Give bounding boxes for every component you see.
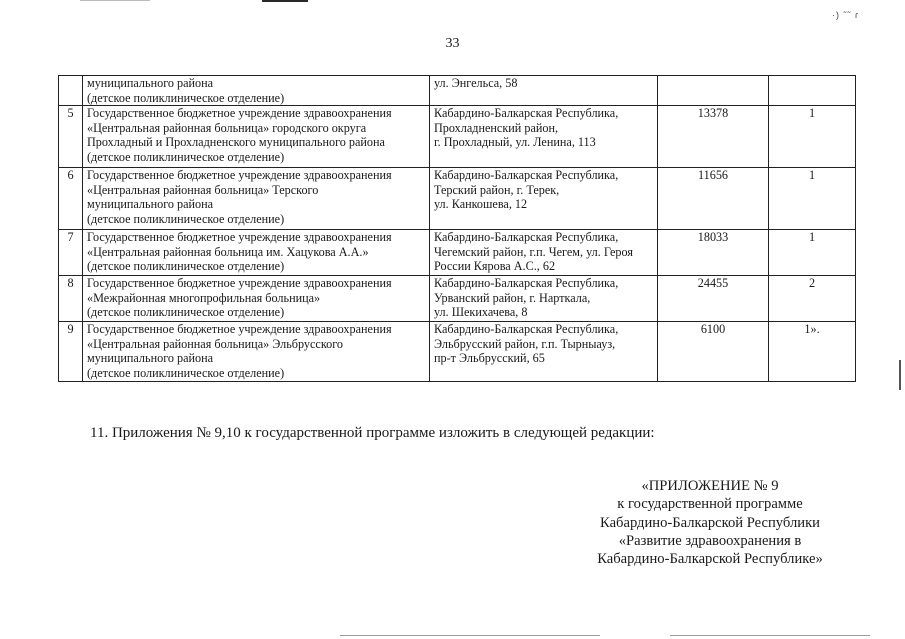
population-count: 6100: [658, 322, 769, 382]
appendix-line: «Развитие здравоохранения в: [618, 532, 802, 549]
institution-name-line: Прохладный и Прохладненского муниципального района: [87, 135, 385, 150]
unit-quantity: [769, 76, 856, 106]
institution-address-line: Кабардино-Балкарская Республика,: [434, 168, 619, 183]
appendix-line: Кабардино-Балкарской Республики: [600, 514, 820, 531]
table-row: [59, 106, 856, 168]
institution-name-line: муниципального района: [87, 76, 214, 90]
unit-quantity: 2: [769, 276, 856, 322]
institution-name: [83, 76, 430, 106]
institution-address-line: Терский район, г. Терек,: [434, 182, 560, 197]
row-number: 8: [59, 276, 83, 322]
institution-address-line: ул. Шекихачева, 8: [434, 305, 528, 320]
institution-address-line: пр-т Эльбрусский, 65: [434, 351, 545, 366]
institution-name-line: (детское поликлиническое отделение): [87, 365, 285, 380]
appendix-line: к государственной программе: [617, 496, 803, 513]
institution-address-line: Кабардино-Балкарская Республика,: [434, 230, 619, 245]
bottom-rule-left: [340, 635, 600, 636]
row-number: [59, 76, 83, 106]
table-row: [59, 76, 856, 106]
table-row: [59, 168, 856, 230]
institution-name-line: «Центральная районная больница им. Хацукова А.А.»: [87, 244, 369, 259]
row-number: 7: [59, 230, 83, 276]
appendix-line: Кабардино-Балкарской Республике»: [597, 551, 823, 568]
institution-name: [83, 276, 430, 322]
bottom-rule-right: [670, 635, 870, 636]
institution-name-line: Государственное бюджетное учреждение здравоохранения: [87, 168, 392, 183]
institution-name: [83, 106, 430, 168]
institution-address-line: ул. Энгельса, 58: [434, 76, 518, 90]
institution-address-line: ул. Канкошева, 12: [434, 197, 528, 212]
institution-address-line: России Кярова А.С., 62: [434, 259, 556, 274]
population-count: 18033: [658, 230, 769, 276]
institution-address-line: г. Прохладный, ул. Ленина, 113: [434, 135, 596, 150]
population-count: [658, 76, 769, 106]
institution-name-line: (детское поликлиническое отделение): [87, 305, 285, 320]
institution-address-line: Кабардино-Балкарская Республика,: [434, 276, 619, 291]
institution-name-line: «Центральная районная больница» городского округа: [87, 120, 367, 135]
table-row: [59, 322, 856, 382]
institution-name-line: «Межрайонная многопрофильная больница»: [87, 290, 321, 305]
hospital-table: [58, 75, 856, 382]
institution-name-line: «Центральная районная больница» Терского: [87, 182, 319, 197]
institution-name-line: (детское поликлиническое отделение): [87, 211, 285, 226]
appendix-line: «ПРИЛОЖЕНИЕ № 9: [641, 478, 779, 494]
institution-address-line: Эльбрусский район, г.п. Тырныауз,: [434, 336, 616, 351]
corner-marks: ·) ˜˜ ɾ: [832, 10, 859, 20]
institution-name: [83, 168, 430, 230]
row-number: 6: [59, 168, 83, 230]
page-number: 33: [445, 36, 460, 51]
institution-name-line: Государственное бюджетное учреждение здравоохранения: [87, 322, 392, 337]
institution-name-line: (детское поликлиническое отделение): [87, 149, 285, 164]
institution-address: [430, 76, 658, 106]
institution-address-line: Чегемский район, г.п. Чегем, ул. Героя: [434, 244, 633, 259]
appendix-heading: [560, 477, 860, 568]
institution-address: [430, 276, 658, 322]
institution-name-line: муниципального района: [87, 197, 214, 212]
institution-name-line: «Центральная районная больница» Эльбрусского: [87, 336, 344, 351]
institution-name-line: Государственное бюджетное учреждение здравоохранения: [87, 276, 392, 291]
unit-quantity: 1: [769, 168, 856, 230]
population-count: 24455: [658, 276, 769, 322]
institution-name-line: (детское поликлиническое отделение): [87, 90, 285, 105]
institution-name-line: (детское поликлиническое отделение): [87, 259, 285, 274]
institution-name: [83, 230, 430, 276]
institution-name-line: Государственное бюджетное учреждение здравоохранения: [87, 230, 392, 245]
institution-address-line: Кабардино-Балкарская Республика,: [434, 322, 619, 337]
row-number: 5: [59, 106, 83, 168]
scan-artifact-left: [80, 0, 150, 1]
population-count: 11656: [658, 168, 769, 230]
unit-quantity: 1».: [769, 322, 856, 382]
institution-address: [430, 322, 658, 382]
institution-name-line: Государственное бюджетное учреждение здравоохранения: [87, 106, 392, 121]
institution-address-line: Кабардино-Балкарская Республика,: [434, 106, 619, 121]
table-body: [59, 76, 856, 382]
scan-artifact-right: [262, 0, 308, 2]
row-number: 9: [59, 322, 83, 382]
amendment-paragraph: 11. Приложения № 9,10 к государственной программе изложить в следующей редакции:: [90, 425, 655, 441]
institution-address: [430, 106, 658, 168]
scan-artifact-edge: [899, 360, 901, 390]
institution-name-line: муниципального района: [87, 351, 214, 366]
institution-address-line: Прохладненский район,: [434, 120, 559, 135]
unit-quantity: 1: [769, 106, 856, 168]
institution-address: [430, 230, 658, 276]
institution-address-line: Урванский район, г. Нарткала,: [434, 290, 591, 305]
institution-address: [430, 168, 658, 230]
unit-quantity: 1: [769, 230, 856, 276]
population-count: 13378: [658, 106, 769, 168]
table-row: [59, 276, 856, 322]
institution-name: [83, 322, 430, 382]
table-row: [59, 230, 856, 276]
